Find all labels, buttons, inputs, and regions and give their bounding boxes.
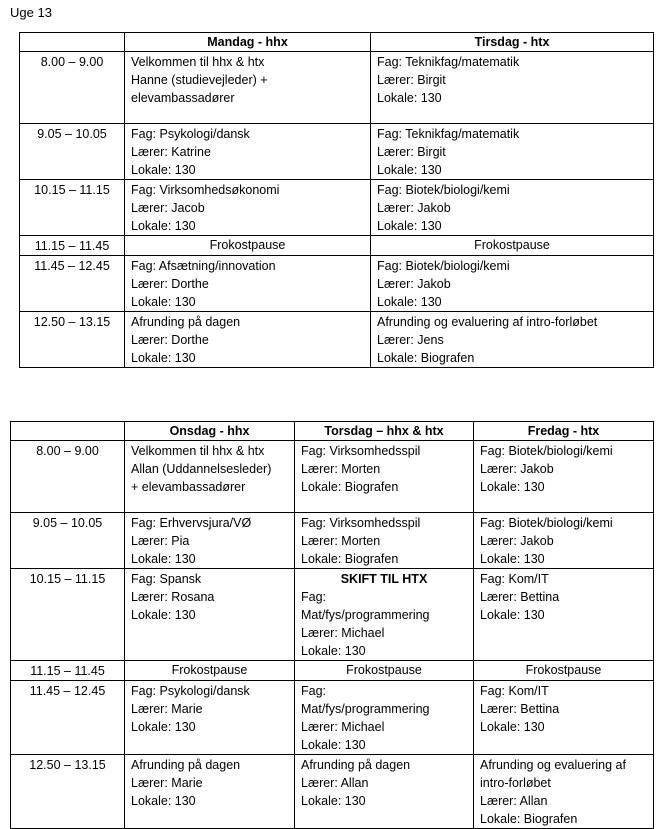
time-slot: 9.05 – 10.05 xyxy=(11,513,125,569)
cell-line: Lærer: Marie xyxy=(131,776,203,790)
time-slot: 10.15 – 11.15 xyxy=(20,180,125,236)
cell-line: Lokale: Biografen xyxy=(480,812,578,826)
cell-line: Lokale: 130 xyxy=(480,608,545,622)
cell-line: Lokale: 130 xyxy=(131,351,196,365)
cell-line: Afrunding på dagen xyxy=(301,758,411,772)
table-row xyxy=(11,569,654,661)
cell-line: Lærer: Bettina xyxy=(480,702,560,716)
cell-line: Fag: Biotek/biologi/kemi xyxy=(480,444,613,458)
cell-line: Lærer: Dorthe xyxy=(131,333,209,347)
cell-line: Lokale: 130 xyxy=(377,295,442,309)
cell-line: Lærer: Pia xyxy=(131,534,190,548)
cell-line: Lokale: 130 xyxy=(131,163,196,177)
table-row xyxy=(20,180,654,236)
cell-line: Lokale: 130 xyxy=(480,552,545,566)
cell-line: Lærer: Jakob xyxy=(377,201,451,215)
cell-line: Afrunding og evaluering af intro-forløbet xyxy=(377,315,598,329)
cell-line: Fag: xyxy=(301,590,327,604)
table-row-pause xyxy=(11,661,654,681)
cell-line: Lokale: Biografen xyxy=(301,552,399,566)
cell-line: Lokale: 130 xyxy=(480,720,545,734)
schedule-cell xyxy=(295,569,474,661)
cell-line: Lærer: Morten xyxy=(301,534,381,548)
cell-line: Fag: Biotek/biologi/kemi xyxy=(377,259,510,273)
schedule-table-monday-tuesday xyxy=(19,32,654,368)
time-slot: 12.50 – 13.15 xyxy=(11,755,125,829)
cell-line: Allan (Uddannelsesleder) xyxy=(131,462,272,476)
cell-line: Lærer: Jakob xyxy=(480,462,554,476)
schedule-cell xyxy=(371,312,654,368)
cell-line: Afrunding på dagen xyxy=(131,315,241,329)
cell-line: Lokale: 130 xyxy=(131,794,196,808)
cell-line: Lokale: 130 xyxy=(301,644,366,658)
schedule-cell xyxy=(474,441,654,513)
schedule-cell xyxy=(295,513,474,569)
cell-line: Fag: Teknikfag/matematik xyxy=(377,55,520,69)
cell-line: Lærer: Birgit xyxy=(377,145,446,159)
schedule-cell xyxy=(371,52,654,124)
cell-line: Lærer: Allan xyxy=(301,776,369,790)
cell-line: Lokale: 130 xyxy=(131,552,196,566)
cell-line: Lokale: 130 xyxy=(131,720,196,734)
table-row xyxy=(20,124,654,180)
cell-line: Mat/fys/programmering xyxy=(301,702,430,716)
cell-line: Lærer: Jakob xyxy=(377,277,451,291)
header-day: Onsdag - hhx xyxy=(125,422,295,441)
header-row xyxy=(20,33,654,52)
table-row xyxy=(11,681,654,755)
lunch-break-cell: Frokostpause xyxy=(125,661,295,681)
header-time xyxy=(20,33,125,52)
cell-line: Fag: Virksomhedsspil xyxy=(301,516,421,530)
schedule-cell xyxy=(125,681,295,755)
cell-line: Fag: Kom/IT xyxy=(480,684,549,698)
header-day: Mandag - hhx xyxy=(125,33,371,52)
switch-notice: SKIFT TIL HTX xyxy=(340,572,428,586)
schedule-cell xyxy=(474,513,654,569)
cell-line: Lærer: Marie xyxy=(131,702,203,716)
cell-line: Lærer: Allan xyxy=(480,794,548,808)
time-slot: 8.00 – 9.00 xyxy=(11,441,125,513)
cell-line: Lærer: Jakob xyxy=(480,534,554,548)
cell-line: Fag: Biotek/biologi/kemi xyxy=(480,516,613,530)
lunch-break-cell: Frokostpause xyxy=(295,661,474,681)
schedule-cell xyxy=(125,312,371,368)
cell-line: Fag: xyxy=(301,684,327,698)
cell-line: Lokale: 130 xyxy=(301,738,366,752)
cell-line: Fag: Afsætning/innovation xyxy=(131,259,276,273)
cell-line: Lærer: Dorthe xyxy=(131,277,209,291)
cell-line: Lokale: 130 xyxy=(131,219,196,233)
schedule-cell xyxy=(295,441,474,513)
schedule-cell xyxy=(474,569,654,661)
header-time xyxy=(11,422,125,441)
cell-line: Lærer: Morten xyxy=(301,462,381,476)
schedule-cell xyxy=(474,681,654,755)
lunch-break-cell: Frokostpause xyxy=(371,236,654,256)
cell-line: intro-forløbet xyxy=(480,776,551,790)
table-row xyxy=(20,52,654,124)
schedule-cell xyxy=(125,569,295,661)
cell-line: Velkommen til hhx & htx xyxy=(131,444,265,458)
cell-line: + elevambassadører xyxy=(131,480,246,494)
cell-line: Fag: Virksomhedsøkonomi xyxy=(131,183,280,197)
time-slot: 12.50 – 13.15 xyxy=(20,312,125,368)
cell-line: Fag: Virksomhedsspil xyxy=(301,444,421,458)
time-slot: 8.00 – 9.00 xyxy=(20,52,125,124)
cell-line: Lokale: 130 xyxy=(131,295,196,309)
schedule-cell xyxy=(125,52,371,124)
lunch-break-cell: Frokostpause xyxy=(474,661,654,681)
cell-line: Lokale: Biografen xyxy=(377,351,475,365)
header-day: Tirsdag - htx xyxy=(371,33,654,52)
time-slot: 11.45 – 12.45 xyxy=(11,681,125,755)
cell-line: Velkommen til hhx & htx xyxy=(131,55,265,69)
time-slot: 11.45 – 12.45 xyxy=(20,256,125,312)
schedule-cell xyxy=(371,124,654,180)
time-slot: 11.15 – 11.45 xyxy=(11,661,125,681)
cell-line: Lokale: 130 xyxy=(377,219,442,233)
cell-line: Fag: Psykologi/dansk xyxy=(131,127,250,141)
table-row xyxy=(20,256,654,312)
cell-line: Fag: Psykologi/dansk xyxy=(131,684,250,698)
schedule-cell xyxy=(295,681,474,755)
cell-line: Hanne (studievejleder) + xyxy=(131,73,268,87)
schedule-cell xyxy=(125,441,295,513)
schedule-cell xyxy=(125,256,371,312)
cell-line: Lærer: Jens xyxy=(377,333,444,347)
cell-line: Lærer: Michael xyxy=(301,626,385,640)
cell-line: Lokale: 130 xyxy=(301,794,366,808)
cell-line: Lærer: Jacob xyxy=(131,201,205,215)
schedule-table-wednesday-friday xyxy=(10,421,654,829)
cell-line: Lærer: Bettina xyxy=(480,590,560,604)
cell-line: Lokale: 130 xyxy=(377,91,442,105)
schedule-cell xyxy=(371,256,654,312)
header-row xyxy=(11,422,654,441)
cell-line: Fag: Erhvervsjura/VØ xyxy=(131,516,252,530)
cell-line: Lærer: Rosana xyxy=(131,590,215,604)
cell-line: Lærer: Katrine xyxy=(131,145,211,159)
table-row xyxy=(11,441,654,513)
schedule-cell xyxy=(125,755,295,829)
time-slot: 9.05 – 10.05 xyxy=(20,124,125,180)
table-row xyxy=(20,312,654,368)
schedule-cell xyxy=(474,755,654,829)
schedule-cell xyxy=(125,513,295,569)
cell-line: Lokale: 130 xyxy=(131,608,196,622)
table-row-pause xyxy=(20,236,654,256)
schedule-cell xyxy=(371,180,654,236)
cell-line: Lokale: 130 xyxy=(480,480,545,494)
cell-line: Lærer: Birgit xyxy=(377,73,446,87)
cell-line: Fag: Spansk xyxy=(131,572,202,586)
header-day: Fredag - htx xyxy=(474,422,654,441)
table-row xyxy=(11,513,654,569)
schedule-cell xyxy=(125,124,371,180)
cell-line: elevambassadører xyxy=(131,91,235,105)
week-label: Uge 13 xyxy=(10,5,52,20)
cell-line: Fag: Biotek/biologi/kemi xyxy=(377,183,510,197)
header-day: Torsdag – hhx & htx xyxy=(295,422,474,441)
schedule-cell xyxy=(295,755,474,829)
table-row xyxy=(11,755,654,829)
cell-line: Afrunding på dagen xyxy=(131,758,241,772)
cell-line: Afrunding og evaluering af xyxy=(480,758,626,772)
cell-line: Lærer: Michael xyxy=(301,720,385,734)
cell-line: Fag: Teknikfag/matematik xyxy=(377,127,520,141)
time-slot: 11.15 – 11.45 xyxy=(20,236,125,256)
cell-line: Lokale: Biografen xyxy=(301,480,399,494)
schedule-cell xyxy=(125,180,371,236)
cell-line: Fag: Kom/IT xyxy=(480,572,549,586)
cell-line: Mat/fys/programmering xyxy=(301,608,430,622)
cell-line: Lokale: 130 xyxy=(377,163,442,177)
lunch-break-cell: Frokostpause xyxy=(125,236,371,256)
time-slot: 10.15 – 11.15 xyxy=(11,569,125,661)
